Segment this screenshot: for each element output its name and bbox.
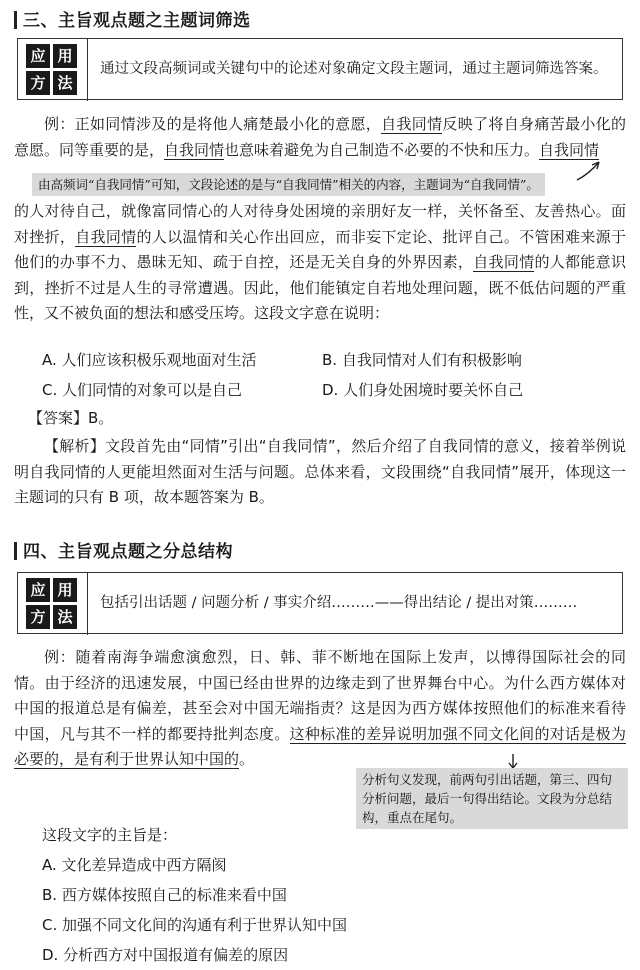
section3-method-box bbox=[17, 38, 623, 100]
method-tag: 方 bbox=[26, 605, 50, 629]
method-tag: 用 bbox=[53, 578, 77, 602]
example-text: 的人都能意识到，挫折不过是人生的寻常遭遇。因此，他们能镇定自若地处理问题，既不低估问题的严重性，又不被负面的想法和感受压垮。这段文字意在说明： bbox=[14, 253, 626, 322]
section3-example-part1 bbox=[14, 112, 626, 163]
example-text: 也意味着避免为自己制造不必要的不快和压力。 bbox=[224, 140, 540, 159]
section3-answer bbox=[14, 406, 626, 432]
conclusion-underline: 这种标准的差异说明加强不同文化间的对话是极为必要的，是有利于世界认知中国的 bbox=[14, 724, 626, 768]
method-tag: 法 bbox=[53, 71, 77, 95]
section4-annotation: 分析句义发现，前两句引出话题，第三、四句分析问题，最后一句得出结论。文段为分总结构，重点在尾句。 bbox=[356, 768, 628, 829]
section3-options bbox=[42, 345, 523, 405]
section3-analysis bbox=[14, 434, 626, 511]
section4-method-box bbox=[17, 572, 623, 634]
option-d: D. 分析西方对中国报道有偏差的原因 bbox=[42, 946, 289, 964]
option-c: C. 加强不同文化间的沟通有利于世界认知中国 bbox=[42, 916, 348, 934]
section3-annotation: 由高频词“自我同情”可知，文段论述的是与“自我同情”相关的内容，主题词为“自我同情”。 bbox=[32, 173, 545, 196]
keyword-underline: 自我同情 bbox=[381, 115, 443, 133]
section4-heading-text: 四、主旨观点题之分总结构 bbox=[23, 542, 233, 562]
example-text: 的人以温情和关心作出回应，而非妄下定论、批评自己。不管困难来源于他们的办事不力、愚昧无知、疏于自控，还是无关自身的外界因素， bbox=[14, 227, 626, 271]
example-text: 例：随着南海争端愈演愈烈，日、韩、菲不断地在国际上发声，以博得国际社会的同情。由于经济的迅速发展，中国已经由世界的边缘走到了世界舞台中心。为什么西方媒体对中国的报道总是有偏差，甚至会对中国无端指责？这是因为西方媒体按照他们的标准来看待中国，凡与其不一样的都要持批判态度。 bbox=[14, 648, 626, 743]
keyword-underline: 自我同情 bbox=[75, 227, 137, 246]
method-tags bbox=[18, 572, 88, 635]
example-text: 的人对待自己，就像富同情心的人对待身处困境的亲朋好友一样，关怀备至、友善热心。面对挫折， bbox=[14, 202, 626, 246]
section4-heading bbox=[14, 537, 233, 562]
option-b: B. 西方媒体按照自己的标准来看中国 bbox=[42, 886, 287, 904]
method-tag: 应 bbox=[26, 44, 50, 68]
answer-text: 【答案】B。 bbox=[28, 409, 114, 427]
heading-bar bbox=[14, 11, 17, 29]
section3-heading-text: 三、主旨观点题之主题词筛选 bbox=[23, 11, 251, 31]
question-text: 这段文字的主旨是： bbox=[42, 826, 178, 844]
method-tags bbox=[18, 38, 88, 101]
method-tag: 方 bbox=[26, 71, 50, 95]
keyword-underline: 自我同情 bbox=[164, 140, 225, 159]
example-text: 例：正如同情涉及的是将他人痛楚最小化的意愿， bbox=[44, 115, 382, 133]
annotation-arrow bbox=[575, 158, 605, 184]
option-a: A. 人们应该积极乐观地面对生活 bbox=[42, 351, 257, 369]
method-tag: 应 bbox=[26, 578, 50, 602]
section3-example-part2 bbox=[14, 199, 626, 327]
option-c: C. 人们同情的对象可以是自己 bbox=[42, 381, 243, 399]
section4-method-text: 包括引出话题 / 问题分析 / 事实介绍………——得出结论 / 提出对策……… bbox=[100, 594, 578, 611]
keyword-underline: 自我同情 bbox=[473, 253, 535, 271]
heading-bar bbox=[14, 542, 17, 560]
example-text: 反映了将自身痛苦最小化的意愿。同等重要的是， bbox=[14, 115, 626, 159]
method-tag: 用 bbox=[53, 44, 77, 68]
option-a: A. 文化差异造成中西方隔阂 bbox=[42, 856, 227, 874]
option-d: D. 人们身处困境时要关怀自己 bbox=[322, 381, 524, 399]
section4-example bbox=[14, 645, 626, 773]
section4-question-block bbox=[42, 820, 347, 970]
section3-method-text: 通过文段高频词或关键句中的论述对象确定文段主题词，通过主题词筛选答案。 bbox=[100, 60, 608, 77]
section3-heading bbox=[14, 6, 251, 31]
keyword-underline: 自我同情 bbox=[539, 140, 600, 159]
option-b: B. 自我同情对人们有积极影响 bbox=[322, 351, 522, 369]
example-text: 。 bbox=[239, 750, 255, 768]
analysis-text: 【解析】文段首先由“同情”引出“自我同情”，然后介绍了自我同情的意义，接着举例说明自我同情的人更能坦然面对生活与问题。总体来看，文段围绕“自我同情”展开，体现这一主题词的只有 B 项，故本题答案为 B。 bbox=[14, 437, 626, 506]
method-tag: 法 bbox=[53, 605, 77, 629]
